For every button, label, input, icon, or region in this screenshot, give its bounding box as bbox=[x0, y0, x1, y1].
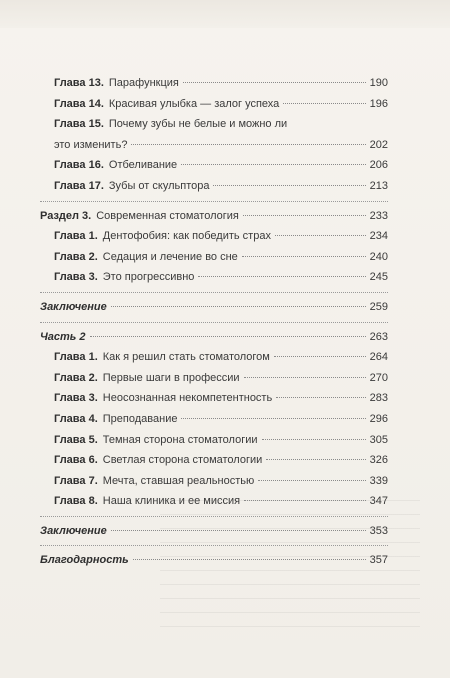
leader-dots bbox=[283, 103, 365, 104]
toc-part-entry[interactable] bbox=[40, 327, 388, 348]
chapter-label: Глава 6. bbox=[54, 454, 98, 467]
leader-dots bbox=[181, 164, 365, 165]
toc-entry[interactable] bbox=[40, 176, 388, 197]
toc-section-entry[interactable] bbox=[40, 206, 388, 227]
chapter-title: Преподавание bbox=[102, 412, 178, 425]
chapter-title: это изменить? bbox=[54, 138, 128, 151]
page-number: 196 bbox=[369, 97, 388, 110]
page-top-edge bbox=[0, 0, 450, 28]
chapter-title: Светлая сторона стоматологии bbox=[102, 454, 263, 467]
toc-entry[interactable] bbox=[40, 73, 388, 94]
leader-dots bbox=[242, 256, 366, 257]
page-number: 270 bbox=[369, 371, 388, 384]
chapter-label: Глава 2. bbox=[54, 250, 98, 263]
leader-dots bbox=[90, 336, 366, 337]
chapter-label: Глава 17. bbox=[54, 179, 104, 192]
chapter-title: Темная сторона стоматологии bbox=[102, 433, 258, 446]
part-label: Часть 2 bbox=[40, 330, 86, 343]
section-label: Раздел 3. bbox=[40, 209, 92, 222]
chapter-title: Как я решил стать стоматологом bbox=[102, 351, 270, 364]
page-number: 206 bbox=[369, 159, 388, 172]
toc-entry[interactable] bbox=[40, 368, 388, 389]
toc-entry-continuation[interactable] bbox=[40, 135, 388, 156]
toc-entry[interactable] bbox=[40, 267, 388, 288]
section-divider bbox=[40, 545, 388, 546]
leader-dots bbox=[258, 480, 365, 481]
page-number: 234 bbox=[369, 230, 388, 243]
section-divider bbox=[40, 292, 388, 293]
chapter-label: Глава 1. bbox=[54, 230, 98, 243]
leader-dots bbox=[262, 439, 366, 440]
toc-entry[interactable] bbox=[40, 94, 388, 115]
toc-entry[interactable] bbox=[40, 247, 388, 268]
page-number: 233 bbox=[369, 209, 388, 222]
page-number: 339 bbox=[369, 474, 388, 487]
chapter-title: Первые шаги в профессии bbox=[102, 371, 240, 384]
chapter-label: Глава 2. bbox=[54, 371, 98, 384]
chapter-title: Неосознанная некомпетентность bbox=[102, 392, 273, 405]
leader-dots bbox=[244, 377, 366, 378]
toc-entry[interactable] bbox=[40, 471, 388, 492]
page-number: 305 bbox=[369, 433, 388, 446]
chapter-title: Это прогрессивно bbox=[102, 271, 195, 284]
section-divider bbox=[40, 322, 388, 323]
leader-dots bbox=[244, 500, 366, 501]
chapter-title: Дентофобия: как победить страх bbox=[102, 230, 271, 243]
page-number: 202 bbox=[369, 138, 388, 151]
page-number: 245 bbox=[369, 271, 388, 284]
chapter-title: Седация и лечение во сне bbox=[102, 250, 238, 263]
chapter-label: Глава 3. bbox=[54, 271, 98, 284]
chapter-label: Глава 7. bbox=[54, 474, 98, 487]
leader-dots bbox=[213, 185, 365, 186]
leader-dots bbox=[111, 530, 366, 531]
page-number: 259 bbox=[369, 300, 388, 313]
chapter-title: Отбеливание bbox=[108, 159, 178, 172]
chapter-label: Глава 15. bbox=[54, 118, 104, 131]
page-number: 296 bbox=[369, 412, 388, 425]
chapter-label: Глава 8. bbox=[54, 495, 98, 508]
page-number: 353 bbox=[369, 524, 388, 537]
toc-conclusion-entry[interactable] bbox=[40, 521, 388, 542]
toc-entry[interactable] bbox=[40, 155, 388, 176]
page-number: 357 bbox=[369, 554, 388, 567]
toc-entry[interactable] bbox=[40, 409, 388, 430]
page-number: 283 bbox=[369, 392, 388, 405]
chapter-label: Глава 14. bbox=[54, 97, 104, 110]
chapter-label: Глава 5. bbox=[54, 433, 98, 446]
page-number: 190 bbox=[369, 77, 388, 89]
toc-entry[interactable] bbox=[40, 450, 388, 471]
table-of-contents bbox=[40, 73, 388, 571]
leader-dots bbox=[274, 356, 366, 357]
conclusion-label: Заключение bbox=[40, 300, 107, 313]
leader-dots bbox=[111, 306, 366, 307]
section-divider bbox=[40, 201, 388, 202]
chapter-title: Наша клиника и ее миссия bbox=[102, 495, 241, 508]
chapter-title: Почему зубы не белые и можно ли bbox=[108, 118, 288, 131]
chapter-label: Глава 13. bbox=[54, 77, 104, 89]
chapter-label: Глава 3. bbox=[54, 392, 98, 405]
chapter-label: Глава 1. bbox=[54, 351, 98, 364]
page-number: 213 bbox=[369, 179, 388, 192]
leader-dots bbox=[243, 215, 366, 216]
section-title: Современная стоматология bbox=[96, 209, 239, 222]
leader-dots bbox=[133, 559, 366, 560]
page-number: 326 bbox=[369, 454, 388, 467]
chapter-title: Зубы от скульптора bbox=[108, 179, 210, 192]
page-number: 347 bbox=[369, 495, 388, 508]
toc-entry[interactable] bbox=[40, 114, 388, 135]
page-number: 264 bbox=[369, 351, 388, 364]
conclusion-label: Заключение bbox=[40, 524, 107, 537]
toc-entry[interactable] bbox=[40, 430, 388, 451]
chapter-title: Красивая улыбка — залог успеха bbox=[108, 97, 280, 110]
leader-dots bbox=[181, 418, 365, 419]
page-number: 263 bbox=[369, 330, 388, 343]
leader-dots bbox=[276, 397, 365, 398]
chapter-label: Глава 16. bbox=[54, 159, 104, 172]
toc-entry[interactable] bbox=[40, 491, 388, 512]
toc-conclusion-entry[interactable] bbox=[40, 297, 388, 318]
toc-entry[interactable] bbox=[40, 347, 388, 368]
toc-entry[interactable] bbox=[40, 226, 388, 247]
leader-dots bbox=[131, 144, 365, 145]
chapter-title: Парафункция bbox=[108, 77, 179, 89]
chapter-label: Глава 4. bbox=[54, 412, 98, 425]
acknowledgements-label: Благодарность bbox=[40, 554, 129, 567]
toc-acknowledgements-entry[interactable] bbox=[40, 550, 388, 571]
section-divider bbox=[40, 516, 388, 517]
leader-dots bbox=[198, 276, 365, 277]
page-number: 240 bbox=[369, 250, 388, 263]
toc-entry[interactable] bbox=[40, 388, 388, 409]
leader-dots bbox=[266, 459, 365, 460]
chapter-title: Мечта, ставшая реальностью bbox=[102, 474, 255, 487]
leader-dots bbox=[183, 82, 366, 83]
leader-dots bbox=[275, 235, 366, 236]
